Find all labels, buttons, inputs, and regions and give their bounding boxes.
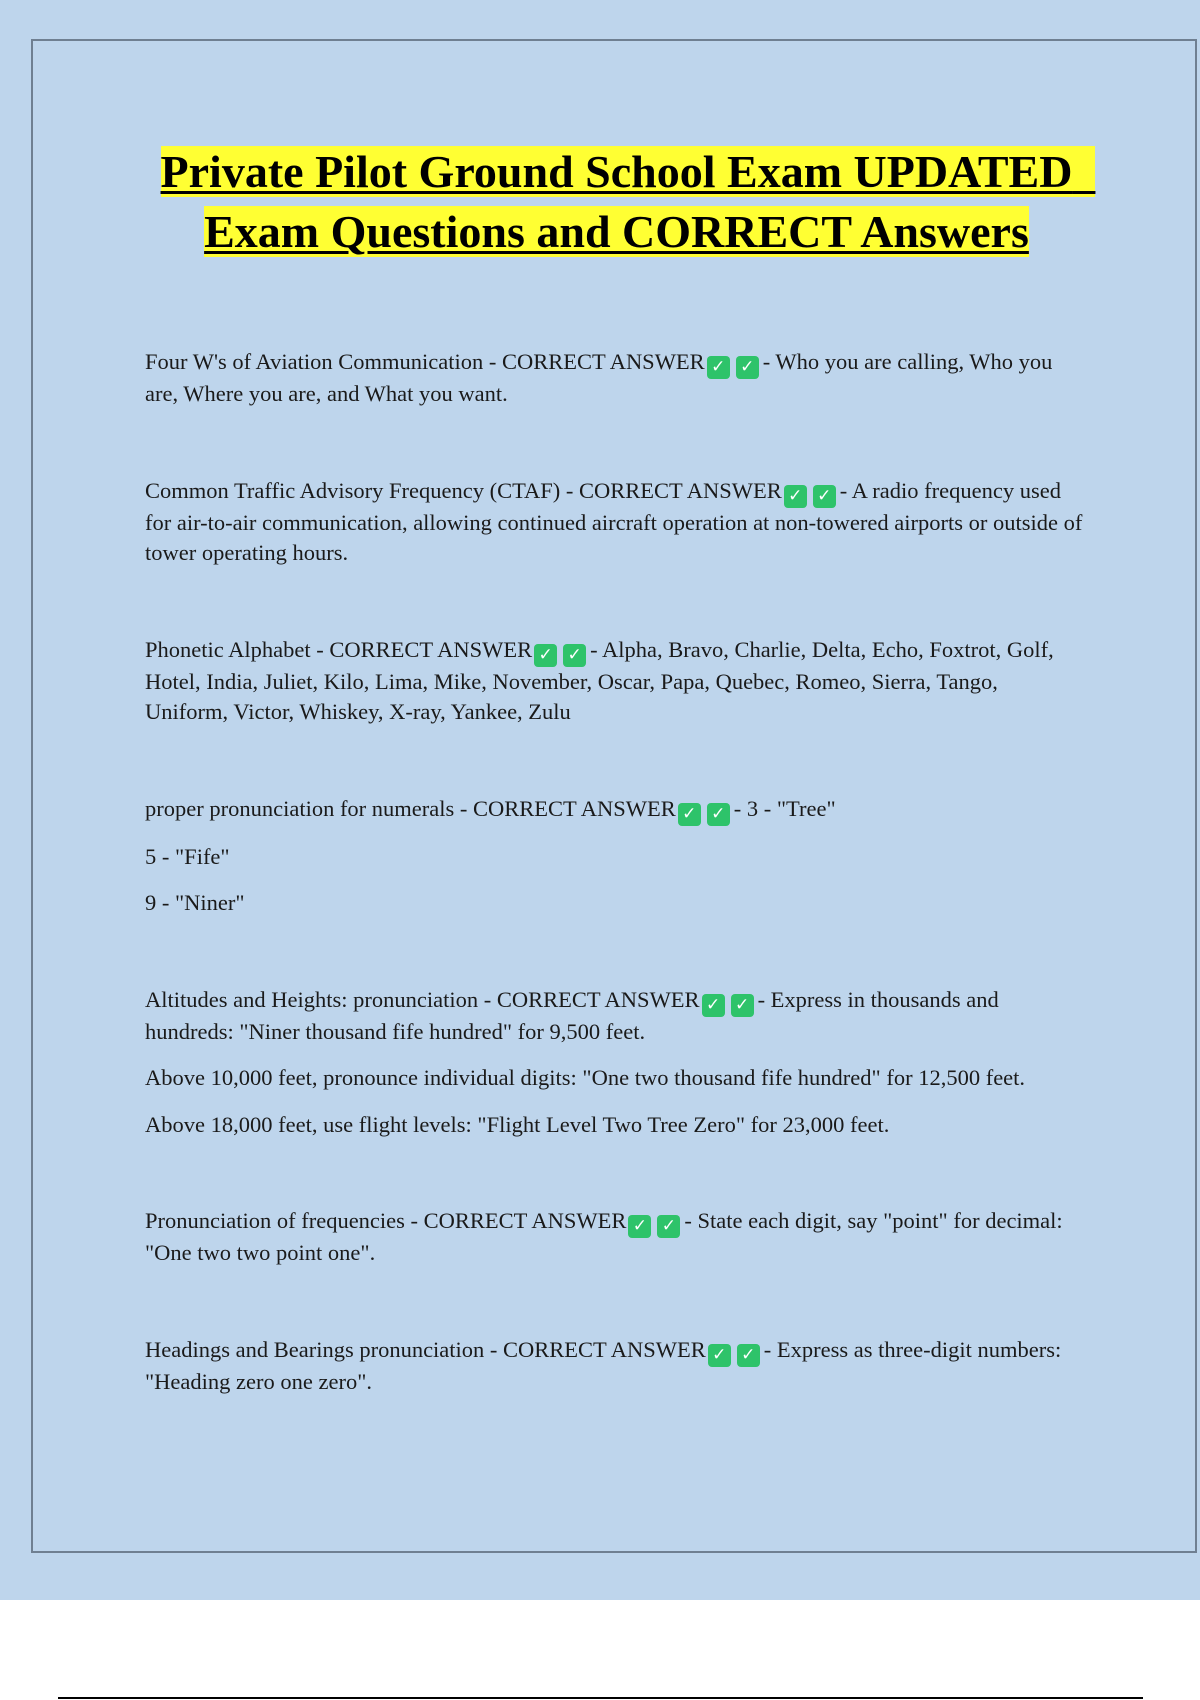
document-title [120,142,1113,262]
check-mark-icon: ✓ [736,356,759,379]
qa-item [145,794,1085,919]
check-mark-icon: ✓ [534,644,557,667]
qa-first-paragraph [145,1335,1085,1398]
check-mark-icon: ✓ [702,994,725,1017]
qa-item [145,985,1085,1141]
check-mark-icon: ✓ [708,1344,731,1367]
qa-first-paragraph [145,985,1085,1048]
answer-text: - A radio frequency used for air-to-air communication, allowing continued aircraft operation at non-towered airports or outside of tower operating hours. [145,477,1083,565]
answer-text: - 3 - "Tree" [733,795,836,821]
check-mark-icon: ✓ [784,485,807,508]
question-text: proper pronunciation for numerals - CORRECT ANSWER [145,795,676,821]
bottom-rule [58,1697,1143,1699]
question-text: Altitudes and Heights: pronunciation - CORRECT ANSWER [145,986,700,1012]
qa-item [145,476,1085,569]
answer-text: - Express in thousands and hundreds: "Niner thousand fife hundred" for 9,500 feet. [145,986,999,1044]
question-text: Headings and Bearings pronunciation - CORRECT ANSWER [145,1336,706,1362]
qa-first-paragraph [145,635,1085,728]
question-text: Common Traffic Advisory Frequency (CTAF) - CORRECT ANSWER [145,477,782,503]
qa-item [145,347,1085,410]
check-mark-icon: ✓ [737,1344,760,1367]
check-mark-icon: ✓ [657,1215,680,1238]
answer-text: - Alpha, Bravo, Charlie, Delta, Echo, Foxtrot, Golf, Hotel, India, Juliet, Kilo, Lima, Mike, November, Oscar, Papa, Quebec, Romeo, Sierra, Tango, Uniform, Victor, Whiskey, X-ray, Yankee, Zulu [145,636,1054,724]
qa-item [145,1335,1085,1398]
check-mark-icon: ✓ [813,485,836,508]
check-mark-icon: ✓ [707,356,730,379]
answer-continuation: 9 - "Niner" [145,890,245,915]
qa-first-paragraph [145,347,1085,410]
question-text: Phonetic Alphabet - CORRECT ANSWER [145,636,533,662]
answer-text: - State each digit, say "point" for decimal: "One two two point one". [145,1208,1063,1265]
qa-list [145,347,1085,1463]
qa-first-paragraph [145,794,1085,826]
qa-item [145,635,1085,728]
answer-text: - Who you are calling, Who you are, Where you are, and What you want. [145,349,1053,406]
check-mark-icon: ✓ [707,803,730,826]
qa-first-paragraph [145,1206,1085,1269]
question-text: Four W's of Aviation Communication - CORRECT ANSWER [145,349,705,374]
question-text: Pronunciation of frequencies - CORRECT ANSWER [145,1208,627,1233]
qa-first-paragraph [145,476,1085,569]
check-mark-icon: ✓ [563,644,586,667]
title-text: Private Pilot Ground School Exam UPDATED Exam Questions and CORRECT Answers [160,146,1096,257]
answer-continuation: Above 18,000 feet, use flight levels: "Flight Level Two Tree Zero" for 23,000 feet. [145,1111,890,1137]
check-mark-icon: ✓ [678,803,701,826]
answer-continuation: 5 - "Fife" [145,843,230,869]
answer-text: - Express as three-digit numbers: "Heading zero one zero". [145,1336,1062,1394]
check-mark-icon: ✓ [628,1215,651,1238]
answer-continuation: Above 10,000 feet, pronounce individual digits: "One two thousand fife hundred" for 12,500 feet. [145,1065,1026,1090]
qa-item [145,1206,1085,1269]
check-mark-icon: ✓ [731,994,754,1017]
